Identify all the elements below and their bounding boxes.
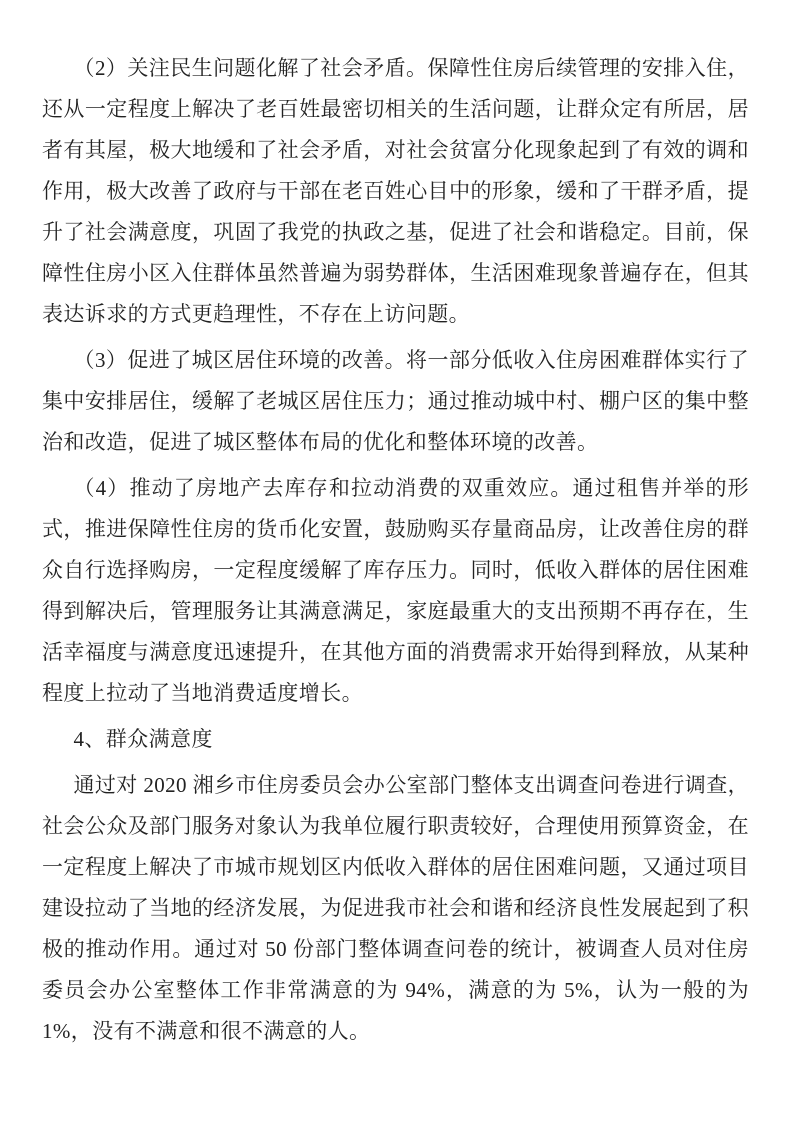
document-body [42,48,749,1052]
paragraph-survey-results: 通过对 2020 湘乡市住房委员会办公室部门整体支出调查问卷进行调查，社会公众及部门服务对象认为我单位履行职责较好，合理使用预算资金，在一定程度上解决了市城市规划区内低收入群体的居住困难问题，又通过项目建设拉动了当地的经济发展，为促进我市社会和谐和经济良性发展起到了积极的推动作用。通过对 50 份部门整体调查问卷的统计，被调查人员对住房委员会办公室整体工作非常满意的为 94%，满意的为 5%，认为一般的为 1%，没有不满意和很不满意的人。 [42,773,749,1043]
paragraph-benefit-4: （4）推动了房地产去库存和拉动消费的双重效应。通过租售并举的形式，推进保障性住房的货币化安置，鼓励购买存量商品房，让改善住房的群众自行选择购房，一定程度缓解了库存压力。同时，低收入群体的居住困难得到解决后，管理服务让其满意满足，家庭最重大的支出预期不再存在，生活幸福度与满意度迅速提升，在其他方面的消费需求开始得到释放，从某种程度上拉动了当地消费适度增长。 [42,476,749,705]
paragraph-benefit-2: （2）关注民生问题化解了社会矛盾。保障性住房后续管理的安排入住，还从一定程度上解决了老百姓最密切相关的生活问题，让群众定有所居，居者有其屋，极大地缓和了社会矛盾，对社会贫富分化现象起到了有效的调和作用，极大改善了政府与干部在老百姓心目中的形象，缓和了干群矛盾，提升了社会满意度，巩固了我党的执政之基，促进了社会和谐稳定。目前，保障性住房小区入住群体虽然普遍为弱势群体，生活困难现象普遍存在，但其表达诉求的方式更趋理性，不存在上访问题。 [42,56,749,326]
section-heading-public-satisfaction: 4、群众满意度 [73,727,213,751]
paragraph-benefit-3: （3）促进了城区居住环境的改善。将一部分低收入住房困难群体实行了集中安排居住，缓解了老城区居住压力；通过推动城中村、棚户区的集中整治和改造，促进了城区整体布局的优化和整体环境的改善。 [42,348,749,454]
